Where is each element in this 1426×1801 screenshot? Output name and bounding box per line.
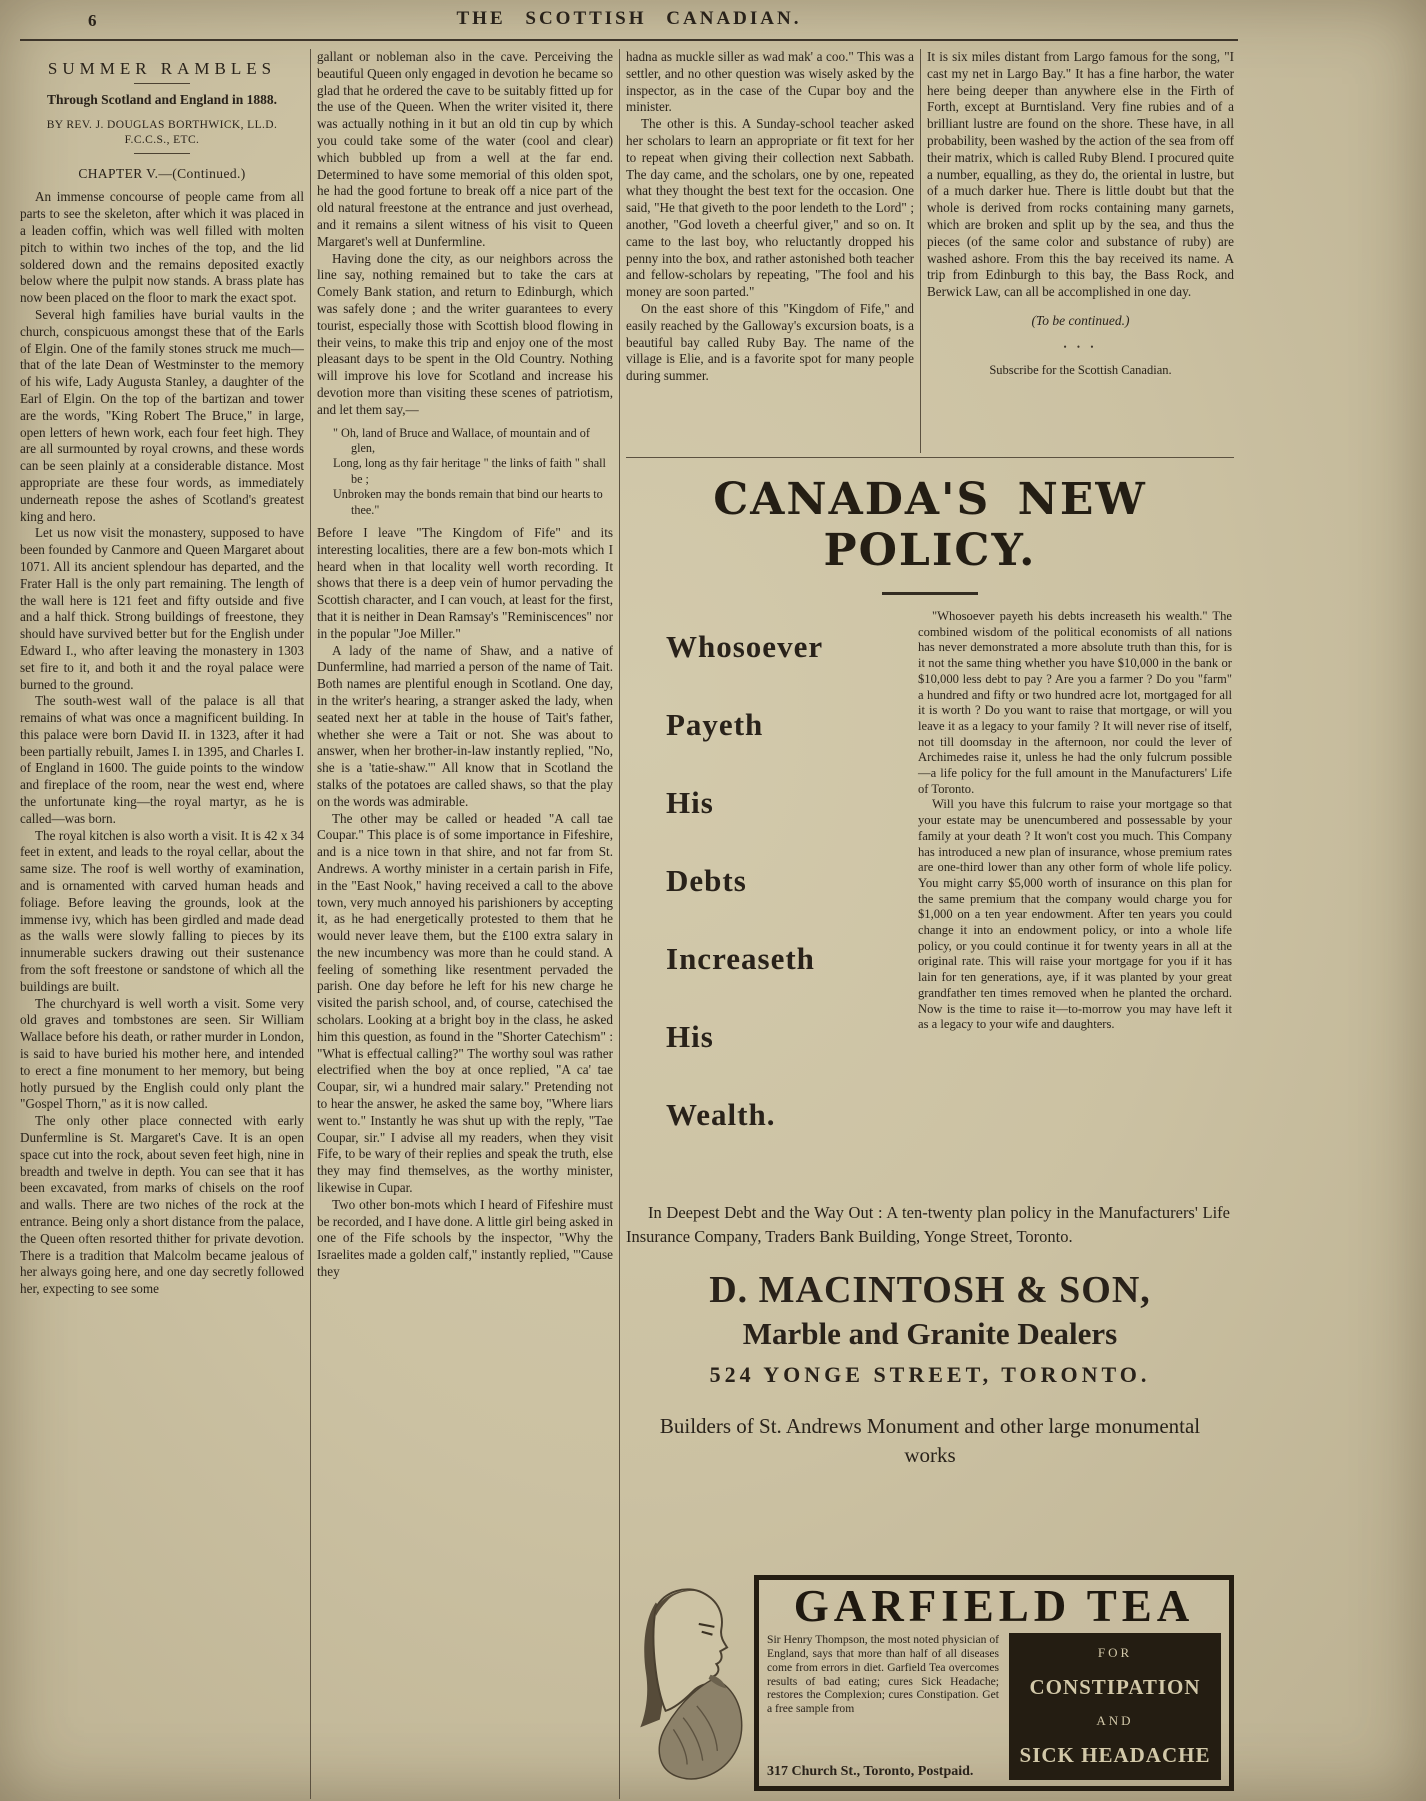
poem-line: Unbroken may the bonds remain that bind our hearts to thee." (333, 487, 603, 517)
column-rule (619, 49, 620, 1799)
article-paragraph: On the east shore of this "Kingdom of Fife," and easily reached by the Galloway's excursion boats, is a beautiful bay called Ruby Bay. The name of the village is Elie, and is a favorite spot for many people during summer. (626, 300, 914, 384)
garfield-headline: GARFIELD TEA (793, 1581, 1195, 1631)
slogan-word: Debts (666, 863, 747, 898)
garfield-left-text (767, 1633, 999, 1780)
article-paragraph: The churchyard is well worth a visit. Some very old graves and tombstones are seen. Sir William Wallace before his death, or rather murder in London, is said to have buried his mother here, and intended to erect a fine monument to her memory, but being hotly pursued by the English could only plant the "Gospel Thorn," as it is now called. (20, 995, 304, 1112)
garfield-panel-line: SICK HEADACHE (1019, 1742, 1211, 1767)
slogan-word: His (666, 785, 714, 820)
divider-rule (134, 153, 190, 154)
policy-advertisement (626, 457, 1234, 1248)
poem-line: " Oh, land of Bruce and Wallace, of mountain and of glen, (333, 425, 590, 455)
page-number: 6 (88, 11, 97, 30)
garfield-address: 317 Church St., Toronto, Postpaid. (767, 1764, 974, 1779)
garfield-advertisement (626, 1575, 1234, 1799)
article-paragraph: A lady of the name of Shaw, and a native of Dunfermline, had married a person of the name of Tait. Both names are plentiful enough in Scotland. One day, in the writer's hearing, a stranger asked the lady, when seated next her at table in the house of Tait's father, whether she were a Tait or not. She was about to answer, when her brother-in-law instantly replied, "No, she is a 'tatie-shaw.'" All know that in Scotland the stalks of the potatoes are called shaws, so that the play on the words was admirable. (317, 642, 613, 809)
garfield-black-panel (1009, 1633, 1221, 1780)
slogan-word: Increaseth (666, 941, 815, 976)
slogan-word: Whosoever (666, 629, 824, 664)
byline-line: F.C.C.S., ETC. (124, 133, 200, 146)
article-paragraph: Two other bon-mots which I heard of Fifeshire must be recorded, and I have done. A little girl being asked in one of the Fife schools by the inspector, "Why the Israelites made a golden calf," instantly replied, "'Cause they (317, 1196, 613, 1280)
garfield-panel-line: CONSTIPATION (1029, 1674, 1201, 1699)
man-portrait-illustration (626, 1581, 754, 1791)
article-paragraph: hadna as muckle siller as wad mak' a coo." This was a settler, and no other question was wisely asked by the inspector, as in the case of the Cupar boy and the minister. (626, 49, 914, 115)
slogan-word: His (666, 1019, 714, 1054)
policy-headline-rule (882, 592, 978, 595)
garfield-panel-line: AND (1096, 1713, 1134, 1729)
macintosh-name: D. MACINTOSH & SON, (709, 1269, 1151, 1311)
policy-footer-line: In Deepest Debt and the Way Out : A ten-twenty plan policy in the Manufacturers' Life Insurance Company, Traders Bank Building, Yonge Street, Toronto. (626, 1203, 1230, 1246)
article-byline (20, 118, 304, 148)
article-paragraph: gallant or nobleman also in the cave. Perceiving the beautiful Queen only engaged in devotion he became so glad that he ordered the cave to be suitably fitted up for the use of the Queen. When the writer visited it, there was actually nothing in it but an old tin cup by which you could take some of the water (cool and clear) which bubbled up from a well at the far end. Determined to have some memorial of this olden spot, he had the good fortune to break off a nice part of the old natural freestone at the entrance and just overhead, and it remains a silent witness of his visit to Queen Margaret's well at Dunfermline. (317, 49, 613, 249)
article-paragraph: Before I leave "The Kingdom of Fife" and its interesting localities, there are a few bon-mots which I heard when in that locality well worth recording. It shows that there is a deep vein of humor pervading the Scottish character, and I can vouch, at least for the first, that it is neither in Dean Ramsay's "Reminiscences" nor in the popular "Joe Miller." (317, 524, 613, 641)
page-header (20, 8, 1238, 34)
article-title: SUMMER RAMBLES (47, 59, 277, 78)
right-top-text (626, 49, 1234, 453)
column-2-text-b (317, 525, 613, 1281)
policy-body-text (918, 603, 1234, 1175)
article-paragraph: The other is this. A Sunday-school teacher asked her scholars to learn an appropriate or fit text for her to repeat when giving their collection next Sabbath. The day came, and the scholars, one by one, repeated what they thought the best text for the occasion. One said, "He that giveth to the poor lendeth to the Lord" ; another, "God loveth a cheerful giver," and so on. It came to the last boy, who reluctantly dropped his penny into the box, and rather astonished both teacher and fellow-scholars by repeating, "The fool and his money are soon parted." (626, 116, 914, 300)
garfield-content (767, 1633, 1221, 1780)
article-paragraph: Having done the city, as our neighbors across the line say, nothing remained but to take the cars at Comely Bank station, and return to Edinburgh, which was safely done ; and the writer guarantees to every tourist, especially those with Scottish blood flowing in their veins, to make this trip and enjoy one of the most pleasant days to be spent in the Old Country. Nothing will improve his love for Scotland and increase his devotion more than visiting these scenes of patriotism, and let them say,— (317, 250, 613, 417)
masthead-title: THE SCOTTISH CANADIAN. (456, 8, 802, 29)
article-paragraph: The south-west wall of the palace is all that remains of what was once a magnificent building. In this palace were born David II. in 1323, after it had been partially rebuilt, James I. in 1395, and Charles I. of England in 1600. The guide points to the window and fireplace of the room, near the west end, where the unfortunate king—the royal martyr, as he is called—was born. (20, 693, 304, 826)
macintosh-builders-line: Builders of St. Andrews Monument and other large monumental works (659, 1414, 1201, 1467)
right-section (626, 49, 1234, 1799)
printed-area (20, 8, 1238, 1799)
article-subtitle: Through Scotland and England in 1888. (46, 91, 278, 107)
column-rule (310, 49, 311, 1799)
column-1 (20, 49, 304, 1799)
article-paragraph: The only other place connected with early Dunfermline is St. Margaret's Cave. It is an open space cut into the rock, about seven feet high, nine in breadth and twelve in depth. You can see that it has been excavated, from marks of chisels on the roof and walls. There are two niches of the rock at the entrance. Being only a short distance from the palace, the Queen often resorted thither for private devotion. There is a tradition that Malcolm became jealous of her always going here, and one day secretly followed her, expecting to see some (20, 1113, 304, 1297)
garfield-panel-line: FOR (1097, 1645, 1133, 1661)
byline-line: BY REV. J. DOUGLAS BORTHWICK, LL.D. (46, 118, 278, 131)
article-paragraph: An immense concourse of people came from all parts to see the skeleton, after which it was placed in a leaden coffin, which was well filled with molten pitch to within two inches of the top, and the lid soldered down and the remains deposited exactly below where the pulpit now stands. A brass plate has now been placed on the floor to mark the exact spot. (20, 189, 304, 306)
macintosh-trade: Marble and Granite Dealers (742, 1316, 1118, 1351)
column-1-text (20, 189, 304, 1298)
poem-block (325, 426, 613, 518)
article-paragraph: It is six miles distant from Largo famous for the song, "I cast my net in Largo Bay." It has a fine harbor, the water here being deeper than anywhere else in the Firth of Forth, except at Burntisland. Very fine rubies and of a brilliant lustre are found on the shore. These have, in all probability, been washed by the action of the sea from off their matrix, which is called Ruby Blend. I procured quite a number, equalling, as they do, the oriental in lustre, but of a much darker hue. There is little doubt but that the whole is derived from rocks containing many garnets, which are broken and split up by the sea, and thus the pieces (of the same color and substance of ruby) are washed ashore. From this the bay received its name. A trip from Edinburgh to this bay, the Bass Rock, and Berwick Law, can all be accomplished in one day. (927, 49, 1234, 300)
article-paragraph: Several high families have burial vaults in the church, conspicuous amongst these that of the Earls of Elgin. One of the family stones struck me much—that of the late Dean of Westminster to the memory of his wife, Lady Augusta Stanley, a daughter of the Earl of Elgin. On the top of the bartizan and tower are the words, "King Robert The Bruce," in large, open letters of hewn work, each four feet high. They are all surmounted by royal crowns, and these words can be seen plainly at a considerable distance. Most appropriate are these four words, as immediately underneath repose the ashes of Scotland's greatest king and hero. (20, 306, 304, 524)
slogan-word: Wealth. (666, 1097, 776, 1132)
macintosh-advertisement (626, 1268, 1234, 1470)
article-paragraph: The other may be called or headed "A call tae Coupar." This place is of some importance in Fifeshire, and is a nice town in that shire, and not far from St. Andrews. A worthy minister in a certain parish in Fife, in the "East Nook," having received a call to the above town, very much annoyed his parishioners by accepting it, as he had energetically protested to them that he would never leave them, but the £100 extra salary in the new incumbency was more than he could stand. A feeling of something like resentment pervaded the parish. One day before he left for his new charge he visited the parish school, and, of course, catechised the scholars. Looking at a bright boy in the class, he asked him this question, as found in the "Shorter Catechism" : "What is effectual calling?" The worthy soul was rather electrified when the boy at once replied, "A ca' tae Coupar, sir, wi a hundred mair salary." Pretending not to hear the answer, he asked the same boy, "Where liars went to." Instantly he was shut up with the reply, "Tae Coupar, sir." I advise all my readers, when they visit Fife, to be wary of their replies and speak the truth, else they may find themselves, as the worthy minister, likewise in Cupar. (317, 810, 613, 1196)
column-rule (920, 49, 921, 453)
macintosh-address: 524 YONGE STREET, TORONTO. (709, 1362, 1151, 1387)
column-layout (20, 41, 1238, 1799)
article-paragraph: Let us now visit the monastery, supposed to have been founded by Canmore and Queen Margaret about 1071. All its ancient splendour has departed, and the Frater Hall is the only part remaining. The length of the wall here is 121 feet and fifty outside and five and a half thick. Strong buildings of freestone, they should have survived better but for the English under Edward I., who after leaving the monastery in 1303 set fire to it, and both it and the royal palace were burned to the ground. (20, 525, 304, 692)
policy-ad-headline: CANADA'S NEW POLICY. (713, 474, 1147, 576)
poem-line: Long, long as thy fair heritage " the links of faith " shall be ; (333, 456, 606, 486)
ornament-divider: • • • (1063, 341, 1098, 352)
column-4 (927, 49, 1234, 453)
policy-paragraph: Will you have this fulcrum to raise your mortgage so that your estate may be unencumbered and possessable by your family at your death ? It won't cost you much. This Company has introduced a new plan of insurance, whose premium rates are one-third lower than any other form of whole life policy. You might carry $5,000 worth of insurance on this plan for the same premium that the company would charge you for $1,000 on a ten year endowment. After ten years you could change it into an endowment policy, or into a whole life policy, or you could continue it for twenty years in all at the original rate. This will raise your mortgage for you if it has lain for ten generations, aye, if it was planted by your great grandfather ten times removed when he planted the orchard. Now is the time to raise it—to-morrow you may have left it as a legacy to your wife and daughters. (918, 797, 1232, 1032)
garfield-body-text: Sir Henry Thompson, the most noted physician of England, says that more than half of all diseases come from errors in diet. Garfield Tea overcomes results of bad eating; cures Sick Headache; restores the Complexion; cures Constipation. Get a free sample from (767, 1633, 999, 1716)
column-2 (317, 49, 613, 1799)
column-2-text-a (317, 49, 613, 419)
policy-slogan (626, 603, 918, 1175)
slogan-word: Payeth (666, 707, 764, 742)
article-paragraph: The royal kitchen is also worth a visit. It is 42 x 34 feet in extent, and leads to the royal cellar, about the same size. The roof is well worthy of examination, and is ornamented with carved human heads and foliage. Before leaving the grounds, look at the immense ivy, which has been girdled and made dead as the walls were slowly falling to pieces by its innumerable suckers drawing out their sustenance from the soft freestone or sandstone of which all the buildings are built. (20, 827, 304, 994)
divider-rule (134, 83, 190, 84)
chapter-heading: CHAPTER V.—(Continued.) (78, 165, 246, 181)
policy-paragraph: "Whosoever payeth his debts increaseth his wealth." The combined wisdom of the political economists of all nations has never demonstrated a more absolute truth than this, for is it not the same thing whether you have $10,000 in the bank or $10,000 less debt to pay ? Are you a farmer ? Do you "farm" a hundred and fifty or two hundred acre lot, mortgaged for all it is worth ? Do you want to raise that mortgage, or will you leave it as a legacy to your family ? It will never rise of itself, not till doomsday in the afternoon, nor could the lever of Archimedes raise it, unless he had the only fulcrum possible—a life policy for the full amount in the Manufacturers' Life of Toronto. (918, 609, 1232, 796)
subscribe-line: Subscribe for the Scottish Canadian. (989, 362, 1172, 377)
column-4-text (927, 49, 1234, 301)
policy-ad-columns (626, 603, 1234, 1175)
bearded-man-profile-icon (626, 1581, 754, 1786)
to-be-continued-note: (To be continued.) (1031, 312, 1130, 328)
column-3 (626, 49, 914, 453)
garfield-ad-box (754, 1575, 1234, 1791)
